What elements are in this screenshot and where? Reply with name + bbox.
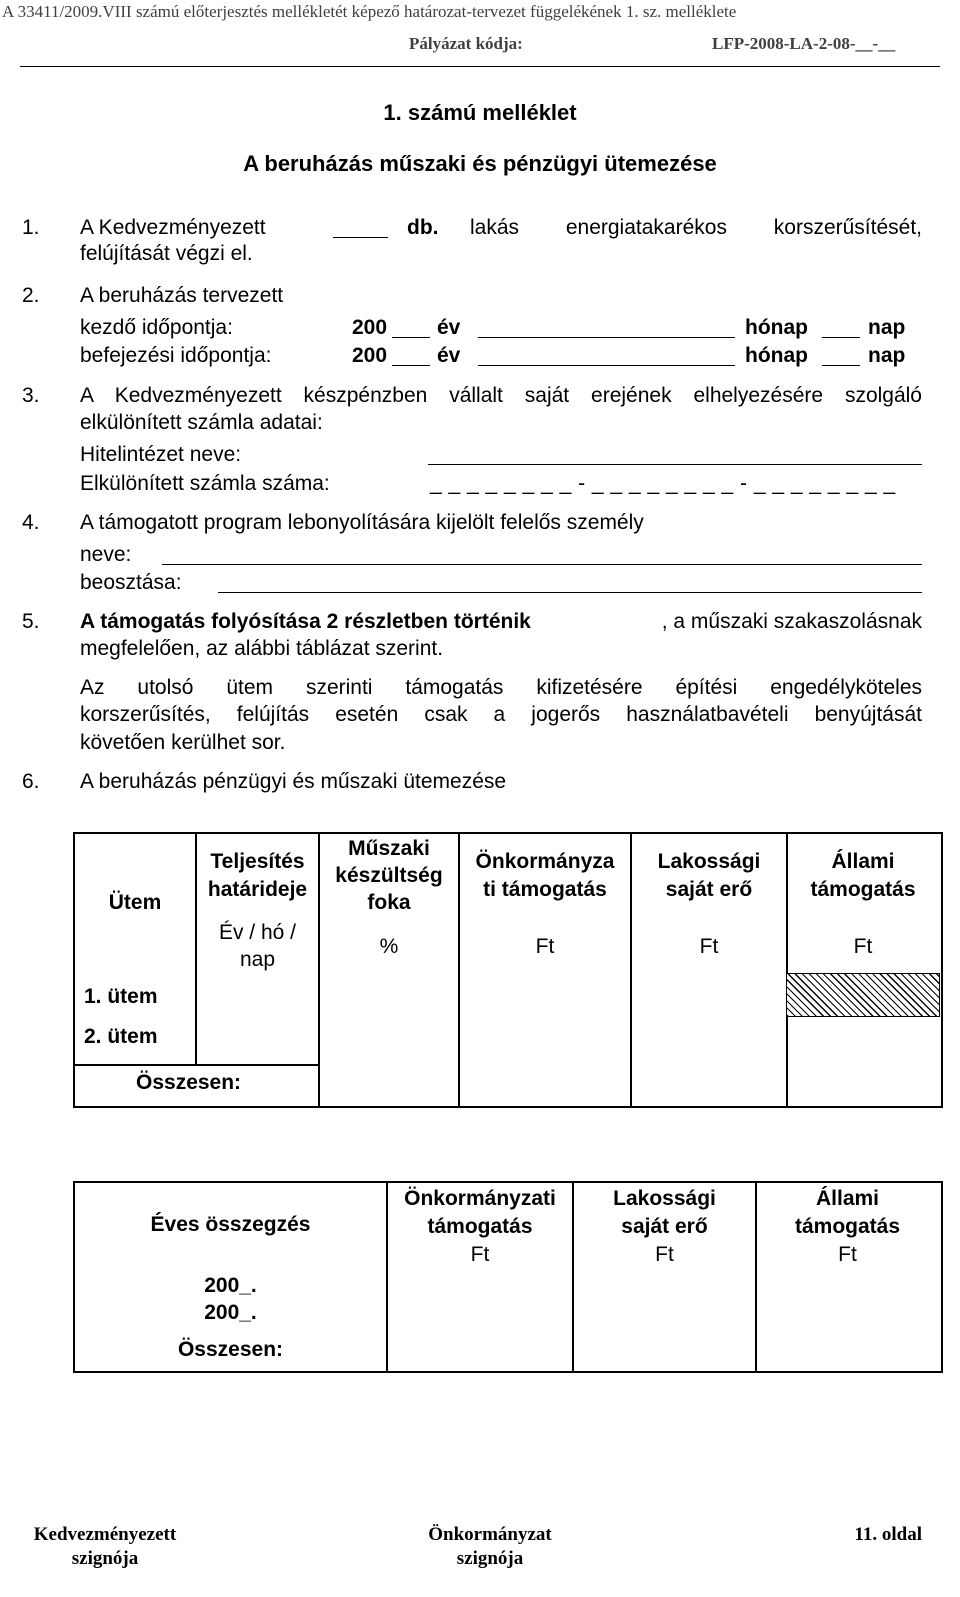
item-4-number: 4. [22, 511, 40, 534]
col-stage-header: Ütem [108, 891, 162, 914]
col-municipal-header-a: Önkormányza [475, 850, 615, 873]
item-5-text-bold: A támogatás folyósítása 2 részletben történik [80, 610, 531, 633]
bank-name-label: Hitelintézet neve: [80, 443, 242, 466]
annual-col-municipal-a: Önkormányzati [404, 1187, 556, 1210]
item-1-db: db. [407, 216, 439, 239]
account-number-mask[interactable]: _ _ _ _ _ _ _ _ - _ _ _ _ _ _ _ _ - _ _ _ _ _ _ _ _ [430, 472, 896, 495]
end-day-blank[interactable] [822, 344, 860, 366]
person-position-label: beosztása: [80, 571, 182, 594]
annual-col-state-a: Állami [815, 1187, 880, 1210]
item-5-para-c: követően kerülhet sor. [80, 731, 286, 754]
annual-row-year-2: 200_. [204, 1301, 257, 1324]
col-deadline-unit-b: nap [239, 948, 276, 971]
document-reference: A 33411/2009.VIII számú előterjesztés mellékletét képező határozat-tervezet függelékének 1. sz. melléklete [2, 2, 737, 21]
end-year-blank[interactable] [392, 344, 430, 366]
item-2-text: A beruházás tervezett [80, 284, 284, 307]
start-date-label: kezdő időpontja: [80, 316, 233, 339]
annual-row-total: Összesen: [177, 1338, 284, 1361]
end-day-word: nap [868, 344, 906, 367]
row-stage-1: 1. ütem [84, 985, 158, 1008]
end-month-word: hónap [745, 344, 808, 367]
item-3-text-a: A Kedvezményezett készpénzben vállalt saját erejének elhelyezésére szolgáló [80, 384, 922, 407]
start-year-word: év [437, 316, 461, 339]
col-municipal-header-b: ti támogatás [483, 878, 607, 901]
person-name-blank[interactable] [162, 543, 922, 565]
item-2-number: 2. [22, 284, 40, 307]
col-technical-unit: % [379, 935, 399, 958]
col-technical-header-b: készültség [335, 864, 443, 887]
beneficiary-signature: Kedvezményezett szignója [33, 1524, 177, 1569]
row-stage-2: 2. ütem [84, 1025, 158, 1048]
col-own-funds-header-b: saját erő [665, 878, 753, 901]
person-position-blank[interactable] [218, 571, 922, 593]
item-5-text-rest: , a műszaki szakaszolásnak [661, 610, 922, 633]
end-date-label: befejezési időpontja: [80, 344, 272, 367]
application-code-value: LFP-2008-LA-2-08-__-__ [712, 34, 896, 53]
bank-name-blank[interactable] [428, 443, 922, 465]
col-own-funds-header-a: Lakossági [657, 850, 761, 873]
item-4-text: A támogatott program lebonyolítására kijelölt felelős személy [80, 511, 644, 534]
annual-col-state-b: támogatás [794, 1215, 901, 1238]
application-code-label: Pályázat kódja: [409, 34, 523, 53]
item-6-number: 6. [22, 770, 40, 793]
item-1-text-b: lakás energiatakarékos korszerűsítését, [470, 216, 922, 239]
start-day-word: nap [868, 316, 906, 339]
start-month-word: hónap [745, 316, 808, 339]
account-number-label: Elkülönített számla száma: [80, 472, 330, 495]
annual-row-year-1: 200_. [204, 1274, 257, 1297]
col-technical-header-c: foka [367, 891, 411, 914]
header-divider [20, 66, 940, 67]
state-support-hatched-cell [786, 973, 940, 1017]
annex-title: 1. számú melléklet [383, 100, 577, 125]
col-state-unit: Ft [853, 935, 873, 958]
end-year-prefix: 200 [352, 344, 388, 367]
col-technical-header-a: Műszaki [348, 837, 430, 860]
item-3-text-b: elkülönített számla adatai: [80, 411, 323, 434]
municipality-signature: Önkormányzat szignója [428, 1524, 552, 1569]
item-5-para-b: korszerűsítés, felújítás esetén csak a jogerős használatbavételi benyújtását [80, 703, 922, 726]
annual-col-own-funds-b: saját erő [621, 1215, 708, 1238]
row-total: Összesen: [136, 1071, 242, 1094]
col-state-header-a: Állami [831, 850, 895, 873]
annual-col-state-unit: Ft [838, 1243, 857, 1266]
item-5-number: 5. [22, 610, 40, 633]
col-deadline-unit-a: Év / hó / [218, 921, 297, 944]
start-month-blank[interactable] [478, 316, 735, 338]
col-state-header-b: támogatás [810, 878, 916, 901]
person-name-label: neve: [80, 543, 132, 566]
start-year-blank[interactable] [392, 316, 430, 338]
start-day-blank[interactable] [822, 316, 860, 338]
annual-summary-title: Éves összegzés [150, 1213, 311, 1236]
item-1-count-blank[interactable] [333, 216, 388, 238]
col-municipal-unit: Ft [535, 935, 555, 958]
annual-col-municipal-b: támogatás [427, 1215, 533, 1238]
item-1-text-c: felújítását végzi el. [80, 242, 253, 265]
annual-col-municipal-unit: Ft [470, 1243, 490, 1266]
page-number: 11. oldal [854, 1524, 922, 1545]
annual-col-own-funds-a: Lakossági [613, 1187, 716, 1210]
annual-col-own-funds-unit: Ft [655, 1243, 674, 1266]
item-1-number: 1. [22, 216, 40, 239]
end-year-word: év [437, 344, 461, 367]
item-3-number: 3. [22, 384, 40, 407]
item-1-text-a: A Kedvezményezett [80, 216, 266, 239]
col-deadline-header-b: határideje [207, 878, 308, 901]
col-own-funds-unit: Ft [699, 935, 719, 958]
item-6-text: A beruházás pénzügyi és műszaki ütemezése [80, 770, 507, 793]
item-5-text-b: megfelelően, az alábbi táblázat szerint. [80, 637, 444, 660]
document-subtitle: A beruházás műszaki és pénzügyi ütemezése [243, 151, 717, 176]
col-deadline-header-a: Teljesítés [210, 850, 305, 873]
start-year-prefix: 200 [352, 316, 388, 339]
item-5-para-a: Az utolsó ütem szerinti támogatás kifizetésére építési engedélyköteles [80, 676, 922, 699]
end-month-blank[interactable] [478, 344, 735, 366]
